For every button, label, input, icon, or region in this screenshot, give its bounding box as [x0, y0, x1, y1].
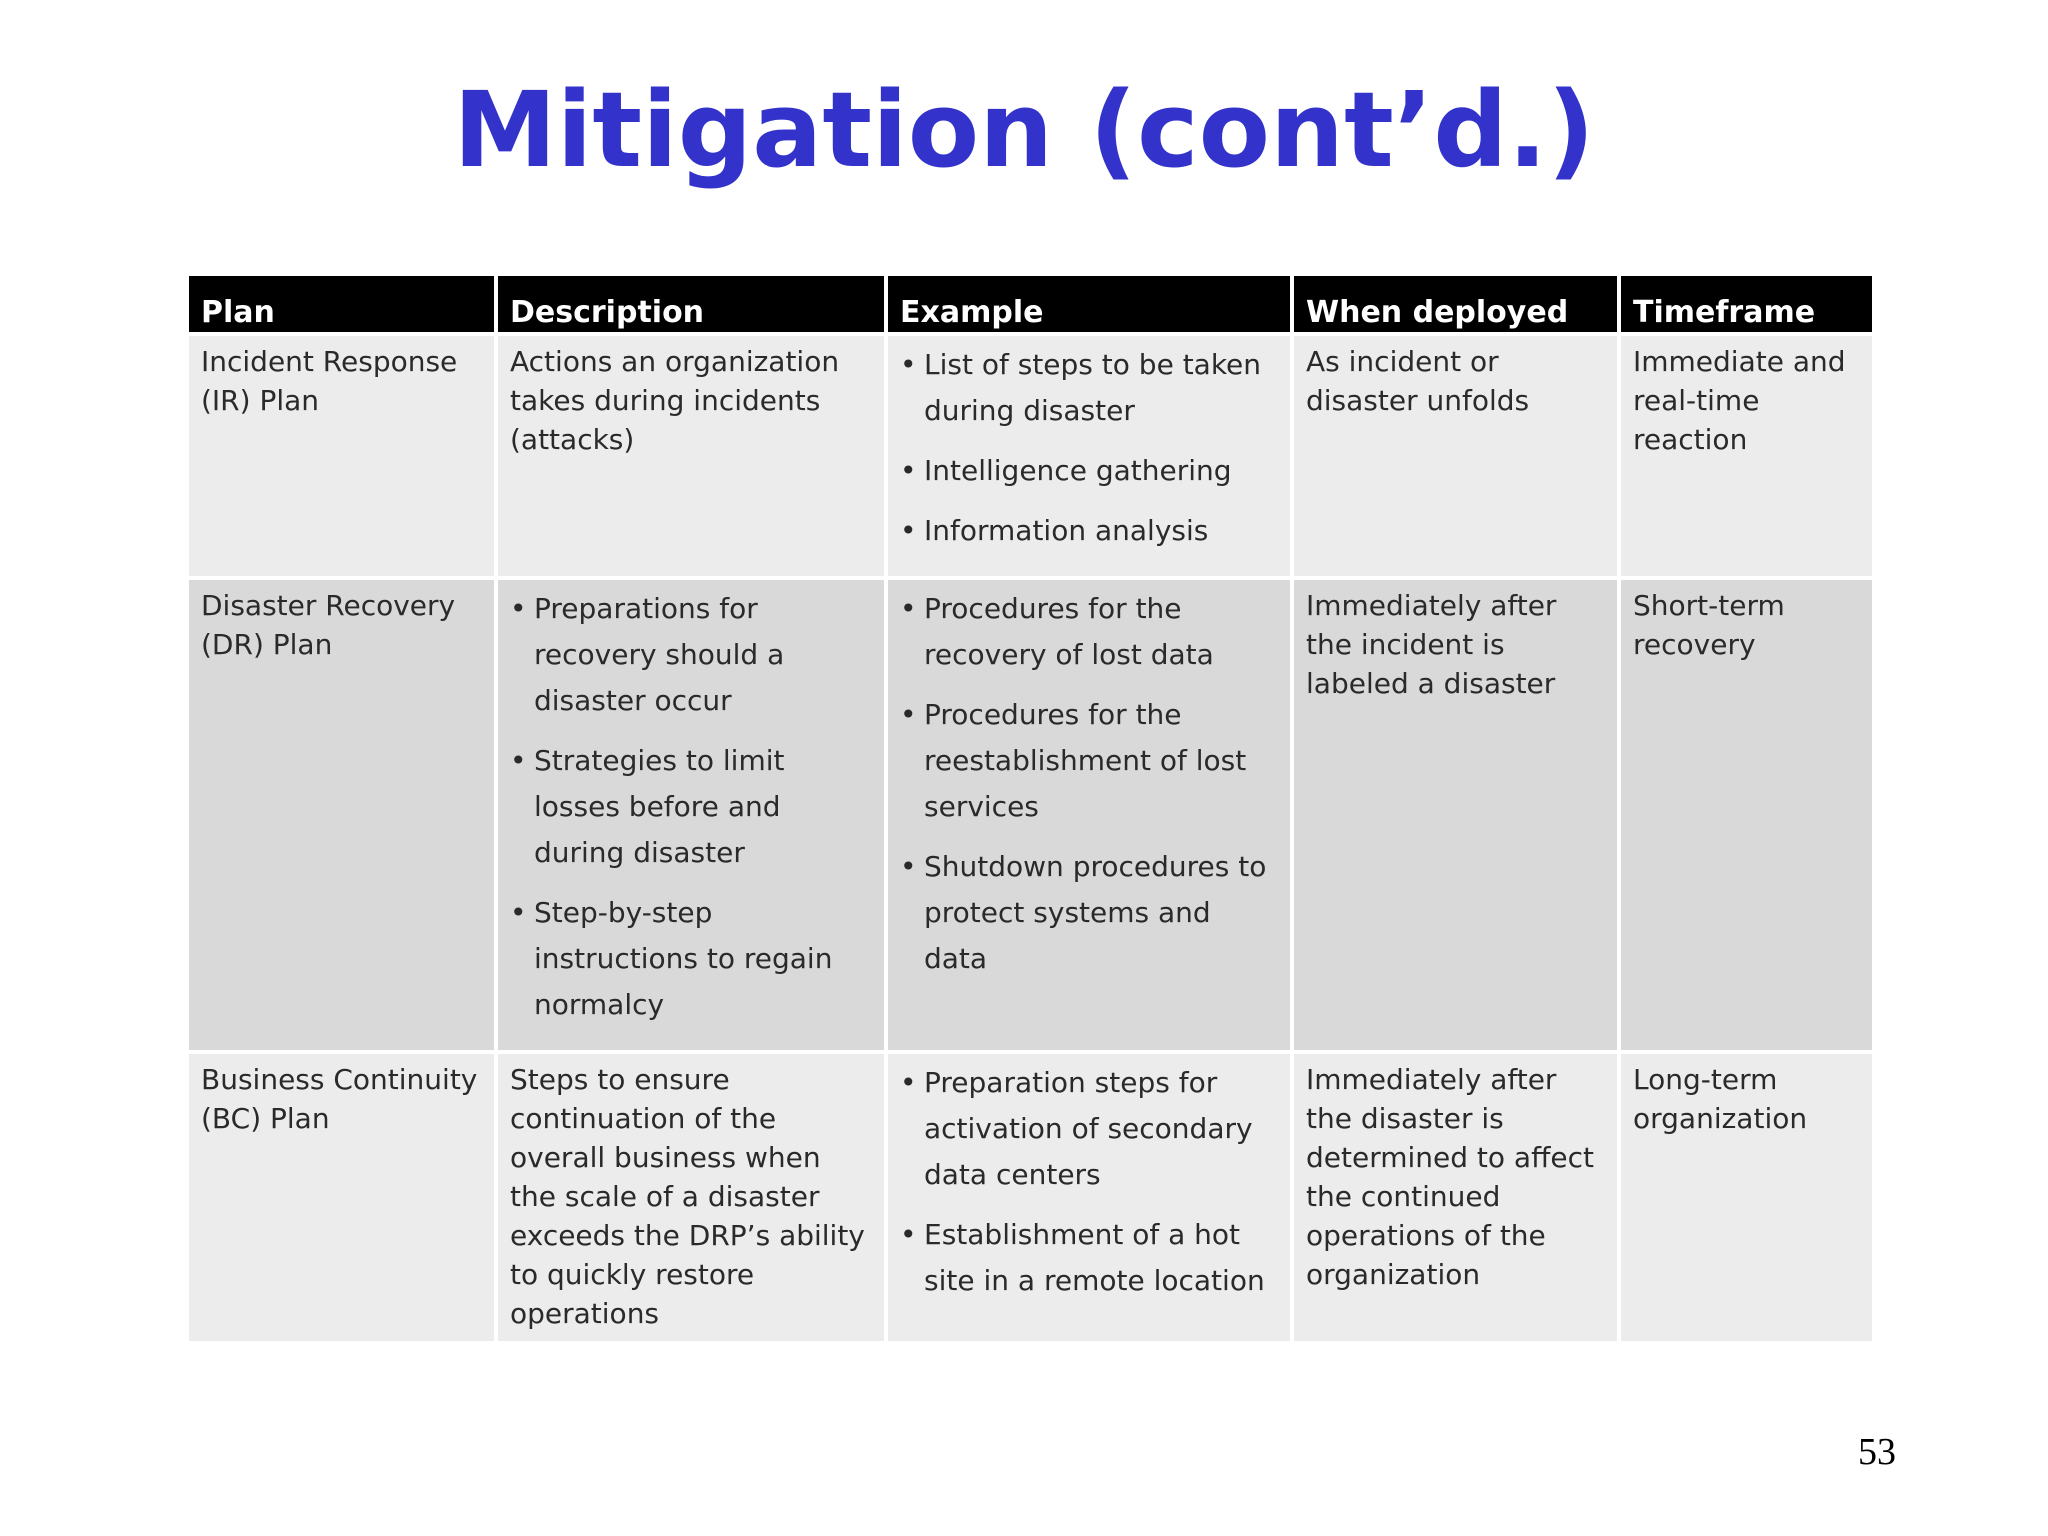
- description-list: [510, 586, 872, 1028]
- plan-table-container: [189, 276, 1872, 1341]
- list-item: • Information analysis: [900, 508, 1278, 554]
- plan-comparison-table: [185, 272, 1876, 1345]
- cell-example: [888, 1054, 1290, 1341]
- header-example: Example: [888, 276, 1290, 332]
- table-row: [189, 336, 1872, 576]
- list-item: • Shutdown procedures to protect systems and data: [900, 844, 1278, 982]
- list-item: • Step-by-step instructions to regain normalcy: [510, 890, 872, 1028]
- cell-description: Steps to ensure continuation of the overall business when the scale of a disaster exceeds the DRP’s ability to quickly restore operations: [498, 1054, 884, 1341]
- list-item: • Procedures for the reestablishment of lost services: [900, 692, 1278, 830]
- example-list: [900, 342, 1278, 554]
- example-list: [900, 586, 1278, 982]
- header-timeframe: Timeframe: [1621, 276, 1872, 332]
- list-item: • Preparation steps for activation of secondary data centers: [900, 1060, 1278, 1198]
- cell-timeframe: Immediate and real-time reaction: [1621, 336, 1872, 576]
- list-item: • Strategies to limit losses before and during disaster: [510, 738, 872, 876]
- table-header-row: [189, 276, 1872, 332]
- page-number: 53: [1858, 1431, 1896, 1473]
- cell-example: [888, 580, 1290, 1050]
- list-item: • List of steps to be taken during disaster: [900, 342, 1278, 434]
- cell-when-deployed: As incident or disaster unfolds: [1294, 336, 1617, 576]
- header-plan: Plan: [189, 276, 494, 332]
- cell-timeframe: Long-term organization: [1621, 1054, 1872, 1341]
- table-row: [189, 580, 1872, 1050]
- cell-timeframe: Short-term recovery: [1621, 580, 1872, 1050]
- header-description: Description: [498, 276, 884, 332]
- list-item: • Establishment of a hot site in a remote location: [900, 1212, 1278, 1304]
- example-list: [900, 1060, 1278, 1304]
- cell-plan: Business Continuity (BC) Plan: [189, 1054, 494, 1341]
- list-item: • Intelligence gathering: [900, 448, 1278, 494]
- cell-when-deployed: Immediately after the incident is labeled a disaster: [1294, 580, 1617, 1050]
- slide-title: Mitigation (cont’d.): [453, 69, 1595, 191]
- cell-plan: Incident Response (IR) Plan: [189, 336, 494, 576]
- list-item: • Procedures for the recovery of lost data: [900, 586, 1278, 678]
- cell-description: Actions an organization takes during incidents (attacks): [498, 336, 884, 576]
- list-item: • Preparations for recovery should a disaster occur: [510, 586, 872, 724]
- cell-description: [498, 580, 884, 1050]
- cell-plan: Disaster Recovery (DR) Plan: [189, 580, 494, 1050]
- table-row: [189, 1054, 1872, 1341]
- header-when-deployed: When deployed: [1294, 276, 1617, 332]
- cell-example: [888, 336, 1290, 576]
- cell-when-deployed: Immediately after the disaster is determined to affect the continued operations of the organization: [1294, 1054, 1617, 1341]
